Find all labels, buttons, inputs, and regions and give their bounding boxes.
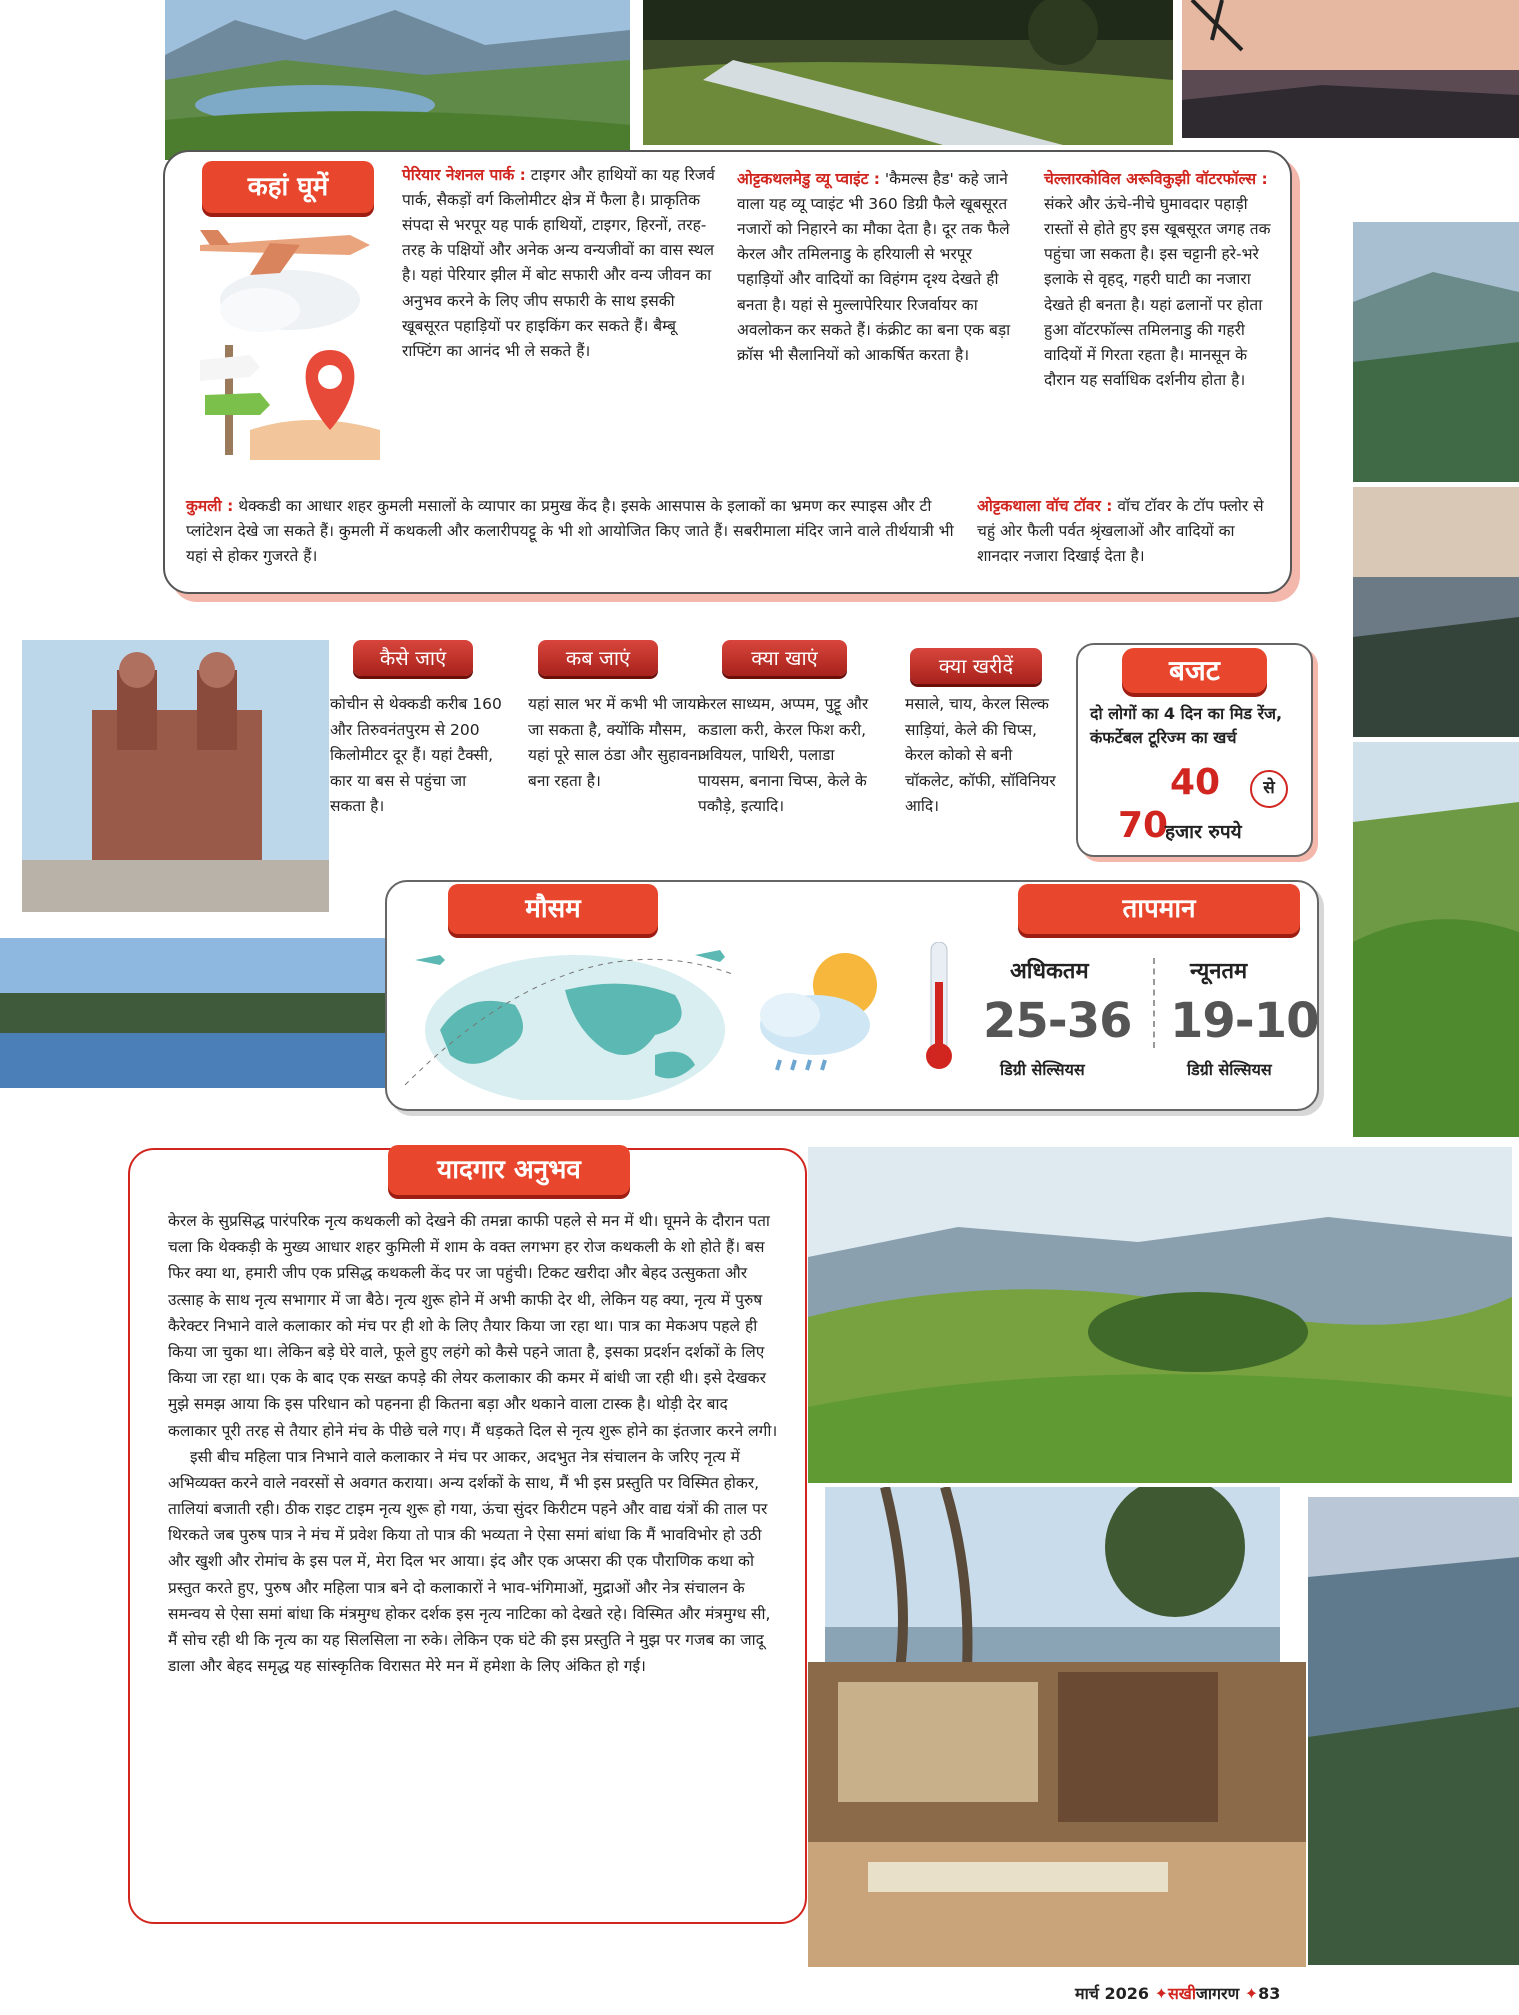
- sunset-valley-photo: [1182, 0, 1519, 138]
- how-to-go-label: कैसे जाएं: [353, 640, 473, 676]
- temp-divider: [1153, 958, 1157, 1048]
- kumily-title: कुमली :: [186, 497, 234, 515]
- thermometer-icon: [925, 942, 953, 1072]
- world-map-illustration: [395, 935, 905, 1100]
- kumily-text: थेक्कडी का आधार शहर कुमली मसालों के व्यापार का प्रमुख केंद है। इसके आसपास के इलाकों का भ्रमण कर स्पाइस और टी प्लांटेशन देखे जा सकते हैं। कुमली में कथकली और कलारीपयट्टू के भी शो आयोजित किए जाते हैं। सबरीमाला मंदिर जाने वाले तीर्थयात्री भी यहां से होकर गुजरते हैं।: [186, 497, 954, 566]
- chellarkovil-text: संकरे और ऊंचे-नीचे घुमावदार पहाड़ी रास्तों से होते हुए इस खूबसूरत जगह तक पहुंचा जा सकता है। इस चट्टानी हरे-भरे इलाके से वृहद्‌, गहरी घाटी का नजारा देखते ही बनता है। यहां ढलानों पर होता हुआ वॉटरफॉल्स तमिलनाडु की गहरी वादियों में गिरता रहता है। मानसून के दौरान यह सर्वाधिक दर्शनीय होता है।: [1044, 195, 1271, 389]
- budget-se: से: [1250, 770, 1288, 808]
- travel-illustration: [180, 215, 395, 470]
- what-to-eat-label: क्या खाएं: [722, 640, 847, 676]
- watchtower-text: वॉच टॉवर के टॉप फ्लोर से चहुं ओर फैली पर्वत श्रृंखलाओं और वादियों का शानदार नजारा दिखाई देता है।: [977, 497, 1264, 566]
- memorable-text: [168, 1208, 778, 1679]
- periyar-title: पेरियार नेशनल पार्क :: [402, 166, 526, 184]
- kumily-block: [186, 494, 956, 569]
- stream-photo: [643, 0, 1173, 145]
- budget-unit: हजार रुपये: [1165, 821, 1242, 843]
- periyar-text: टाइगर और हाथियों का यह रिजर्व पार्क, सैकड़ों वर्ग किलोमीटर क्षेत्र में फैला है। प्राकृतिक संपदा से भरपूर यह पार्क हाथियों, टाइगर, हिरनों, तरह-तरह के पक्षियों और अनेक अन्य वन्यजीवों का वास स्थल है। यहां पेरियार झील में बोट सफारी और वन्य जीवन का अनुभव करने के लिए जीप सफारी के साथ इसकी खूबसूरत पहाड़ियों पर हाइकिंग कर सकते हैं। बैम्बू राफ्टिंग का आनंद भी ले सकते हैं।: [402, 166, 715, 360]
- budget-high: 70: [1118, 805, 1169, 846]
- memorable-label: यादगार अनुभव: [388, 1145, 630, 1195]
- footer-brand2: जागरण: [1196, 1984, 1240, 2003]
- ottakathalamedu-block: [737, 167, 1015, 368]
- max-temp-unit: डिग्री सेल्सियस: [1000, 1060, 1085, 1079]
- ottakathalamedu-text: 'कैमल्स हैड' कहे जाने वाला यह व्यू प्वाइंट भी 360 डिग्री फैले खूबसूरत नजारों को निहारने का मौका देता है। दूर तक फैले केरल और तमिलनाडु के हरियाली से भरपूर पहाड़ियों और वादियों का विहंगम दृश्य देखते ही बनता है। यहां से मुल्लापेरियार रिजर्वायर का अवलोकन कर सकते हैं। कंक्रीट का बना एक बड़ा क्रॉस भी सैलानियों को आकर्षित करता है।: [737, 170, 1011, 364]
- budget-desc: दो लोगों का 4 दिन का मिड रेंज, कंफर्टेबल टूरिज्म का खर्च: [1090, 704, 1283, 747]
- footer-page-number: 83: [1258, 1984, 1281, 2003]
- airplane-icon: [200, 230, 370, 275]
- ottakathalamedu-title: ओट्टकथलमेडु व्यू प्वाइंट :: [737, 170, 880, 188]
- weather-cloud-sun-icon: [760, 953, 877, 1070]
- memorable-paragraph-2: इसी बीच महिला पात्र निभाने वाले कलाकार ने मंच पर आकर, अदभुत नेत्र संचालन के जरिए नृत्य में अभिव्यक्त करने वाले नवरसों से अवगत कराया। अन्य दर्शकों के साथ, मैं भी इस प्रस्तुति पर विस्मित होकर, तालियां बजाती रही। ठीक राइट टाइम नृत्य शुरू हो गया, ऊंचा सुंदर किरीटम पहने और वाद्य यंत्रों की ताल पर थिरकते जब पुरुष पात्र ने मंच में प्रवेश किया तो पात्र की भव्यता ने ऐसा समां बांधा कि मैं भावविभोर हो उठी और खुशी और रोमांच के इस पल में, मेरा दिल भर आया। इंद और एक अप्सरा की एक पौराणिक कथा को प्रस्तुत करते हुए, पुरुष और महिला पात्र बने दो कलाकारों ने भाव-भंगिमाओं, मुद्राओं और नेत्र संचालन के समन्वय से ऐसा समां बांधा कि मंत्रमुग्ध होकर दर्शक इस नृत्य नाटिका को देखते रहे। विस्मित और मंत्रमुग्ध सी, मैं सोच रही थी कि नृत्य का यह सिलसिला ना रुके। लेकिन एक घंटे की इस प्रस्तुति ने मुझ पर गजब का जादू डाला और बेहद समृद्ध यह सांस्कृतिक विरासत मेरे मन में हमेशा के लिए अंकित हो गई।: [168, 1447, 771, 1676]
- misty-hills-photo: [1353, 222, 1519, 482]
- location-pin-icon: [306, 350, 355, 430]
- church-photo: [22, 640, 329, 912]
- min-temp-value: 19-10: [1170, 993, 1319, 1049]
- weather-label: मौसम: [448, 884, 658, 934]
- when-to-go-label: कब जाएं: [538, 640, 658, 676]
- temperature-label: तापमान: [1018, 884, 1300, 934]
- watchtower-title: ओट्टकथाला वॉच टॉवर :: [977, 497, 1113, 515]
- max-temp-value: 25-36: [983, 993, 1132, 1049]
- what-to-buy-label: क्या खरीदें: [910, 648, 1042, 684]
- periyar-block: [402, 163, 720, 364]
- where-to-go-heading: कहां घूमें: [202, 161, 374, 213]
- tea-garden-photo: [1353, 742, 1519, 1137]
- chellarkovil-title: चेल्लारकोविल अरूविकुझी वॉटरफॉल्स :: [1044, 170, 1268, 188]
- footer: [1075, 1982, 1280, 2004]
- what-to-eat-text: केरल साध्यम, अप्पम, पुट्टू और कडाला करी, केरल फिश करी, अवियल, पाथिरी, पलाडा पायसम, बनाना चिप्स, केले के पकौड़े, इत्यादि।: [698, 695, 869, 816]
- tea-plantation-photo: [808, 1147, 1512, 1483]
- how-to-go-text: कोचीन से थेक्कडी करीब 160 और तिरुवनंतपुरम से 200 किलोमीटर दूर हैं। यहां टैक्सी, कार या बस से पहुंचा जा सकता है।: [330, 695, 502, 816]
- when-to-go-text: यहां साल भर में कभी भी जाया जा सकता है, क्योंकि मौसम, यहां पूरे साल ठंडा और सुहावना बना रहता है।: [528, 695, 702, 790]
- memorable-paragraph-1: केरल के सुप्रसिद्ध पारंपरिक नृत्य कथकली को देखने की तमन्ना काफी पहले से मन में थी। घूमने के दौरान पता चला कि थेक्कड़ी के मुख्य आधार शहर कुमिली में शाम के वक्त लगभग हर रोज कथकली के शो होते हैं। बस फिर क्या था, हमारी जीप एक प्रसिद्ध कथकली केंद पर जा पहुंची। टिकट खरीदा और बेहद उत्सुकता और उत्साह के साथ नृत्य सभागार में जा बैठे। नृत्य शुरू होने में अभी काफी देर थी, लेकिन यह क्या, नृत्य में पुरुष कैरेक्टर निभाने वाले कलाकार को मंच पर ही शो के लिए तैयार किया जा रहा था। पात्र का मेकअप पहले ही किया जा चुका था। लेकिन बड़े घेरे वाले, फूले हुए लहंगे को कैसे पहने जाता है, इसका प्रदर्शन दर्शकों के लिए किया जा रहा था। एक के बाद एक सख्त कपड़े की लेयर कलाकार की कमर में बांधी जा रही थी। इसे देखकर मुझे समझ आया कि इस परिधान को पहनना ही कितना बड़ा और थकाने वाला टास्क है। थोड़ी देर बाद कलाकार पूरी तरह से तैयार होने मंच के पीछे चले गए। मैं धड़कते दिल से नृत्य शुरू होने का इंतजार करने लगी।: [168, 1212, 778, 1440]
- backwaters-photo: [0, 938, 385, 1088]
- footer-month: मार्च 2026: [1075, 1984, 1149, 2003]
- lake-sunset-photo: [1353, 487, 1519, 737]
- hill-lake-photo: [165, 0, 630, 160]
- footer-star-icon: ✦: [1244, 1984, 1259, 2003]
- min-temp-unit: डिग्री सेल्सियस: [1187, 1060, 1272, 1079]
- footer-star-icon: ✦: [1154, 1984, 1168, 2003]
- handloom-shop-photo: [808, 1662, 1306, 1967]
- min-temp-label: न्यूनतम: [1190, 959, 1248, 984]
- footer-brand: सखी: [1167, 1984, 1197, 2003]
- what-to-buy-text: मसाले, चाय, केरल सिल्क साड़ियां, केले की चिप्स, केरल कोको से बनी चॉकलेट, कॉफी, सॉविनियर आदि।: [905, 695, 1056, 816]
- valley-view-photo: [1308, 1497, 1519, 1965]
- max-temp-label: अधिकतम: [1010, 959, 1089, 984]
- budget-label: बजट: [1122, 648, 1267, 693]
- watchtower-block: [977, 494, 1277, 569]
- chellarkovil-block: [1044, 167, 1279, 393]
- budget-low: 40: [1170, 762, 1221, 803]
